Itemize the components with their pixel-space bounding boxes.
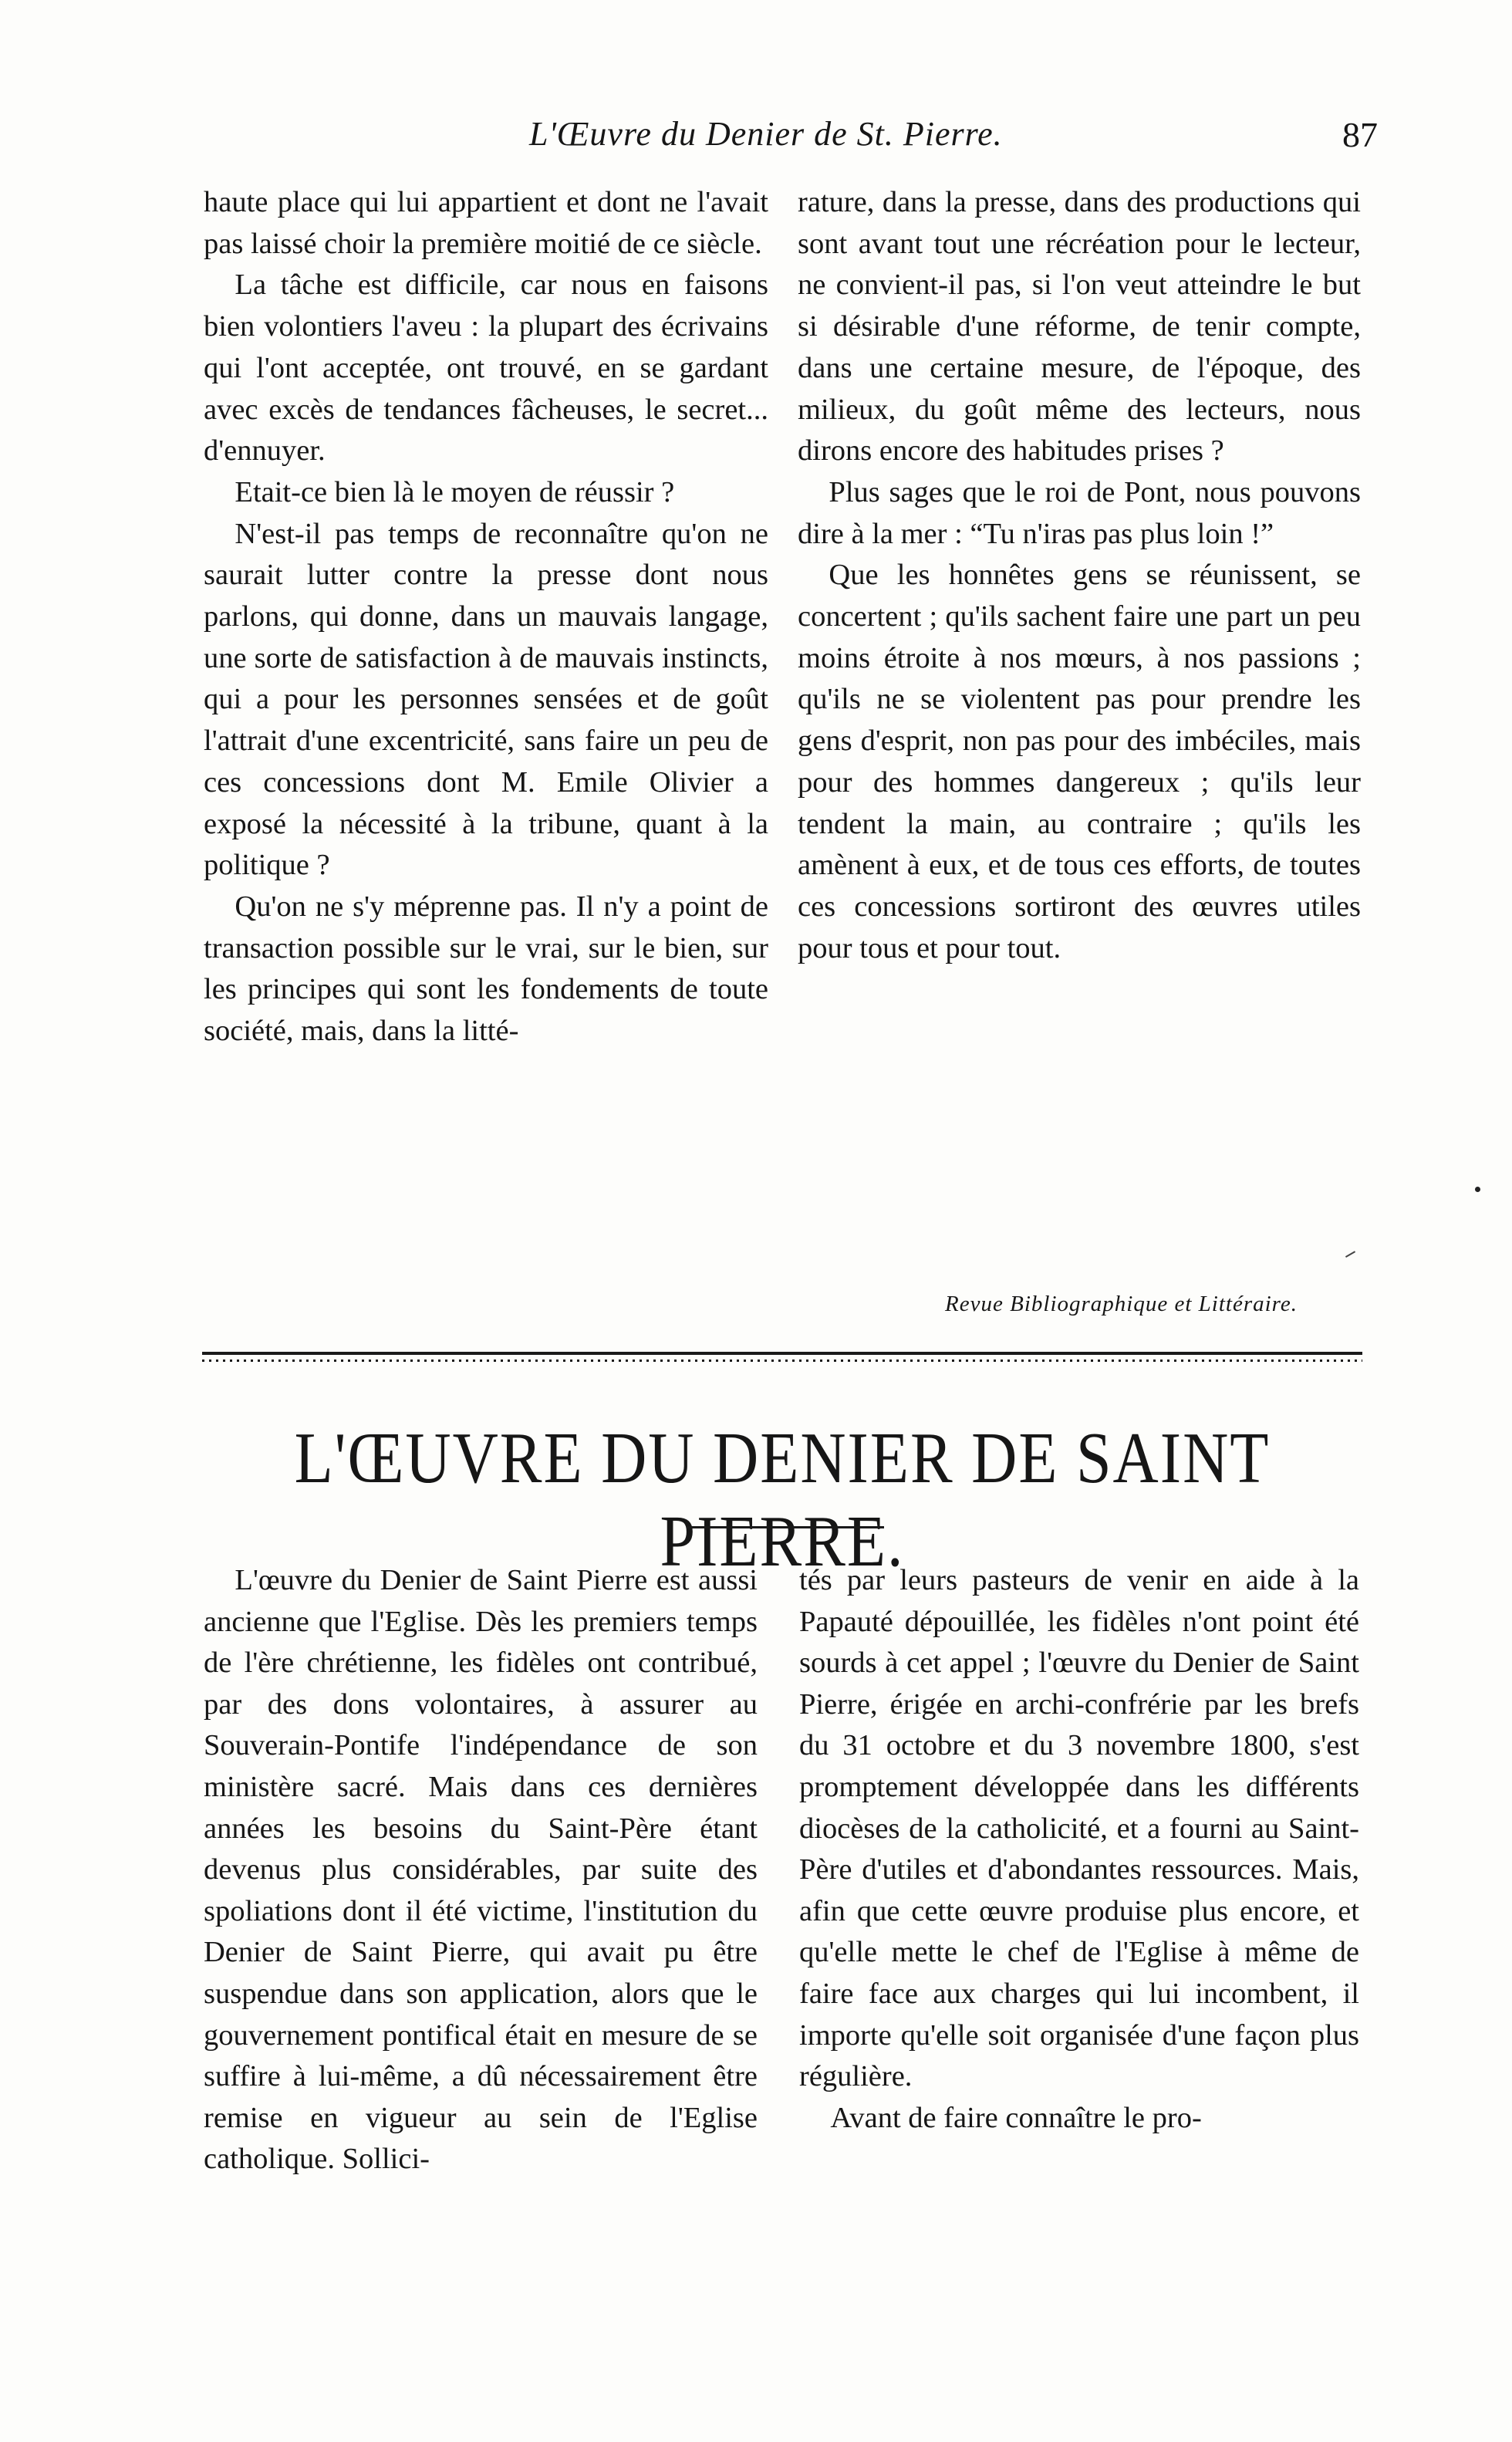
page-header xyxy=(205,114,1378,160)
margin-speck xyxy=(1475,1187,1480,1192)
running-title: L'Œuvre du Denier de St. Pierre. xyxy=(529,115,1003,153)
paragraph: N'est-il pas temps de reconnaître qu'on ne saurait lutter contre la presse dont nous parlons, qui donne, dans un mauvais langage, une sorte de satisfaction à de mauvais instincts, qui a pour les personnes sensées et de goût l'attrait d'une excentricité, sans faire un peu de ces concessions dont M. Emile Olivier a exposé la nécessité à la tribune, quant à la politique ? xyxy=(204,517,768,882)
paragraph: rature, dans la presse, dans des productions qui sont avant tout une récréation pour le lecteur, ne convient-il pas, si l'on veut atteindre le but si désirable d'une réforme, de tenir compte, dans une certaine mesure, de l'époque, des milieux, du goût même des lecteurs, nous dirons encore des habitudes prises ? xyxy=(798,186,1361,468)
paragraph: Qu'on ne s'y méprenne pas. Il n'y a point de transaction possible sur le vrai, sur le bien, sur les principes qui sont les fondements de toute société, mais, dans la litté- xyxy=(204,890,768,1048)
paragraph: Que les honnêtes gens se réunissent, se concertent ; qu'ils sachent faire une part un peu moins étroite à nos mœurs, à nos passions ; qu'ils ne se violentent pas pour prendre les gens d'esprit, non pas pour des imbéciles, mais pour des hommes dangereux ; qu'ils leur tendent la main, au contraire ; qu'ils les amènent à eux, et de tous ces efforts, de toutes ces concessions sortiront des œuvres utiles pour tous et pour tout. xyxy=(798,559,1361,964)
margin-mark xyxy=(1345,1251,1359,1264)
paragraph: Avant de faire connaître le pro- xyxy=(830,2101,1202,2134)
paragraph: L'œuvre du Denier de Saint Pierre est aussi ancienne que l'Eglise. Dès les premiers temps de l'ère chrétienne, les fidèles ont contribué, par des dons volontaires, à assurer au Souverain-Pontife l'indépendance de son ministère sacré. Mais dans ces dernières années les besoins du Saint-Père étant devenus plus considérables, par suite des spoliations dont il été victime, l'institution du Denier de Saint Pierre, qui avait pu être suspendue dans son application, alors que le gouvernement pontifical était en mesure de se suffire à lui-même, a dû nécessairement être remise en vigueur au sein de l'Eglise catholique. Sollici- xyxy=(204,1564,758,2176)
page-number: 87 xyxy=(1342,115,1378,154)
source-attribution: Revue Bibliographique et Littéraire. xyxy=(945,1292,1298,1316)
section-divider xyxy=(202,1352,1362,1364)
paragraph: Plus sages que le roi de Pont, nous pouvons dire à la mer : “Tu n'iras pas plus loin !” xyxy=(798,475,1361,550)
paragraph: tés par leurs pasteurs de venir en aide à la Papauté dépouillée, les fidèles n'ont point été sourds à cet appel ; l'œuvre du Denier de Saint Pierre, érigée en archi-confrérie par les brefs du 31 octobre et du 3 novembre 1800, s'est promptement développée dans les différents diocèses de la catholicité, et a fourni au Saint-Père d'utiles et d'abondantes ressources. Mais, afin que cette œuvre produise plus encore, et qu'elle mette le chef de l'Eglise à même de faire face aux charges qui lui incombent, il importe qu'elle soit organisée d'une façon plus régulière. xyxy=(799,1564,1359,2093)
paragraph: haute place qui lui appartient et dont ne l'avait pas laissé choir la première moitié de ce siècle. xyxy=(204,186,768,260)
article-left-column xyxy=(204,1560,758,2180)
paragraph: La tâche est difficile, car nous en faisons bien volontiers l'aveu : la plupart des écrivains qui l'ont acceptée, ont trouvé, en se gardant avec excès de tendances fâcheuses, le secret... d'ennuyer. xyxy=(204,269,768,468)
title-rule xyxy=(687,1526,884,1528)
article-right-column xyxy=(799,1560,1359,2139)
upper-left-column xyxy=(204,182,768,1052)
paragraph: Etait-ce bien là le moyen de réussir ? xyxy=(235,475,675,508)
upper-right-column xyxy=(798,182,1361,969)
article-title: L'ŒUVRE DU DENIER DE SAINT PIERRE. xyxy=(294,1417,1271,1582)
